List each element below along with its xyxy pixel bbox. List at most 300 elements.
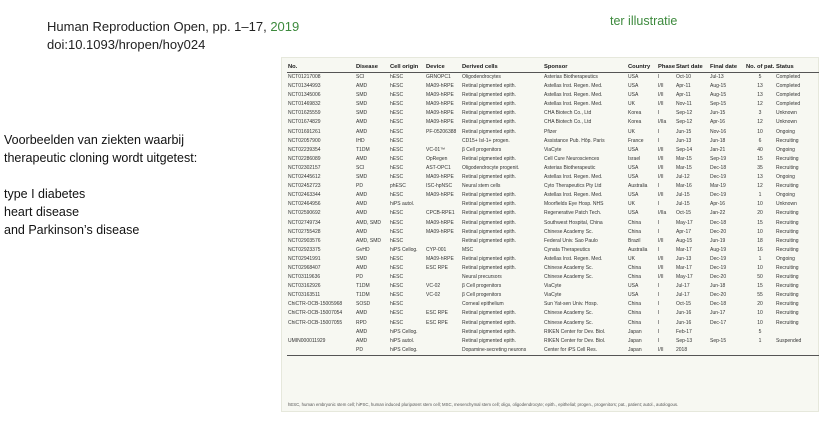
table-cell: MA09-hRPE: [426, 92, 454, 99]
table-cell: I: [658, 219, 660, 226]
table-row: [287, 264, 819, 273]
table-cell: phESC: [390, 183, 406, 190]
table-cell: Completed: [776, 101, 801, 108]
table-cell: I: [658, 128, 660, 135]
table-cell: hESC: [390, 146, 404, 153]
table-cell: Jul-15: [676, 201, 690, 208]
table-cell: MA09-hRPE: [426, 255, 454, 262]
table-cell: Jul-17: [676, 292, 690, 299]
table-cell: Dec-19: [710, 174, 727, 181]
table-row: [287, 182, 819, 191]
table-header-row: [287, 62, 819, 73]
table-cell: [709, 328, 745, 337]
table-cell: Recruiting: [776, 283, 799, 290]
table-row: [287, 237, 819, 246]
table-cell: NCT02057900: [288, 137, 321, 144]
table-cell: NCT01469832: [288, 101, 321, 108]
table-cell: I: [658, 283, 660, 290]
column-header: Country: [627, 62, 657, 73]
clinical-trials-table-image: [281, 57, 819, 412]
table-cell: Jun-17: [710, 310, 726, 317]
table-row: [287, 82, 819, 91]
table-cell: Jun-13: [676, 137, 692, 144]
table-cell: Retinal pigmented epith.: [462, 255, 516, 262]
table-cell: [709, 346, 745, 356]
table-cell: ViaCyte: [544, 283, 562, 290]
table-row: [287, 328, 819, 337]
table-cell: T1DM: [356, 292, 370, 299]
citation-line: [47, 18, 299, 36]
table-cell: hESC: [390, 283, 404, 290]
table-cell: Asterias Biotherapeutics: [544, 74, 598, 80]
table-row: [287, 100, 819, 109]
table-cell: hESC: [390, 274, 404, 281]
table-cell: Oct-15: [676, 210, 692, 217]
table-cell: hESC: [390, 92, 404, 99]
table-cell: hESC: [390, 237, 404, 244]
table-cell: China: [628, 319, 642, 326]
table-cell: I: [658, 328, 660, 335]
table-cell: Mar-15: [676, 155, 692, 162]
table-cell: Corneal epithelium: [462, 301, 504, 308]
table-cell: Jun-18: [710, 283, 726, 290]
table-cell: Retinal pigmented epith.: [462, 210, 516, 217]
table-cell: MA09-hRPE: [426, 83, 454, 90]
table-cell: Retinal pigmented epith.: [462, 310, 516, 317]
table-cell: Regenerative Patch Tech.: [544, 210, 602, 217]
table-cell: ChiCTR-OCB-15007055: [288, 319, 343, 326]
table-cell: NCT01691261: [288, 128, 321, 135]
table-cell: Japan: [627, 346, 657, 356]
column-header: Cell origin: [389, 62, 425, 73]
table-cell: NCT02302157: [288, 164, 321, 171]
table-cell: Retinal pigmented epith.: [462, 174, 516, 181]
table-cell: Jun-18: [710, 137, 726, 144]
table-cell: Mar-15: [676, 164, 692, 171]
table-cell: 5: [758, 74, 762, 80]
table-cell: USA: [628, 92, 639, 99]
table-cell: hESC: [390, 301, 404, 308]
table-row: [287, 200, 819, 209]
table-cell: 10: [757, 319, 763, 326]
table-row: [287, 346, 819, 356]
table-cell: AMD, SMD: [356, 237, 381, 244]
table-cell: UMIN000011929: [288, 337, 326, 344]
table-cell: ISC-hpNSC: [426, 183, 453, 190]
table-cell: [287, 328, 355, 337]
table-cell: Jun-15: [676, 128, 692, 135]
table-cell: UK: [628, 201, 635, 208]
table-cell: 10: [757, 228, 763, 235]
table-cell: PD: [356, 183, 363, 190]
table-cell: hESC: [390, 264, 404, 271]
table-cell: China: [628, 264, 642, 271]
table-cell: Recruiting: [776, 183, 799, 190]
table-cell: [775, 346, 819, 356]
table-cell: 10: [757, 310, 763, 317]
table-cell: Brazil: [628, 237, 641, 244]
table-cell: AMD: [356, 83, 368, 90]
table-body: [287, 73, 819, 356]
table-row: [287, 228, 819, 237]
table-cell: Dec-18: [710, 164, 727, 171]
table-cell: MSC: [462, 246, 474, 253]
table-cell: Australia: [628, 183, 648, 190]
table-cell: I: [658, 246, 660, 253]
table-cell: hESC: [390, 228, 404, 235]
table-cell: ESC RPE: [426, 310, 448, 317]
table-cell: Chinese Academy Sc.: [544, 264, 593, 271]
table-cell: China: [628, 301, 642, 308]
table-cell: Dec-20: [710, 228, 727, 235]
table-cell: Japan: [628, 328, 642, 335]
table-cell: [425, 200, 461, 209]
table-cell: hESC: [390, 255, 404, 262]
table-cell: hESC: [390, 164, 404, 171]
table-cell: Mar-16: [676, 183, 692, 190]
citation-header: [47, 18, 299, 54]
table-cell: Feb-17: [676, 328, 692, 335]
table-cell: Sep-13: [676, 337, 693, 344]
table-cell: Recruiting: [776, 228, 799, 235]
table-cell: Ongoing: [776, 174, 795, 181]
table-cell: Sep-19: [710, 155, 727, 162]
table-cell: 1: [758, 255, 762, 262]
table-row: [287, 246, 819, 255]
table-cell: Astellas Inst. Regen. Med.: [544, 83, 603, 90]
column-header: No.: [287, 62, 355, 73]
table-cell: Jun-15: [710, 110, 726, 117]
table-cell: Pfizer: [544, 128, 557, 135]
table-cell: I: [658, 183, 660, 190]
table-cell: ESC RPE: [426, 264, 448, 271]
table-cell: Astellas Inst. Regen. Med.: [544, 255, 603, 262]
table-cell: Sep-15: [710, 337, 727, 344]
clinical-trials-table: [287, 62, 819, 356]
table-cell: AMD: [356, 128, 368, 135]
table-cell: Astellas Inst. Regen. Med.: [544, 192, 603, 199]
table-cell: 10: [757, 201, 763, 208]
table-cell: Recruiting: [776, 301, 799, 308]
table-cell: May-17: [676, 274, 693, 281]
table-row: [287, 137, 819, 146]
table-cell: I/II: [658, 83, 664, 90]
table-cell: Retinal pigmented epith.: [462, 219, 516, 226]
table-cell: I/II: [658, 237, 664, 244]
table-cell: Retinal pigmented epith.: [462, 92, 516, 99]
table-cell: I: [658, 292, 660, 299]
table-cell: USA: [628, 292, 639, 299]
table-cell: NCT01344993: [288, 83, 321, 90]
table-cell: OpRegen: [426, 155, 448, 162]
table-cell: hESC: [390, 219, 404, 226]
table-cell: CHA Biotech Co., Ltd: [544, 110, 592, 117]
table-cell: hESC: [390, 292, 404, 299]
table-cell: ViaCyte: [544, 146, 562, 153]
table-cell: RPD: [356, 319, 367, 326]
table-row: [287, 164, 819, 173]
table-cell: [425, 237, 461, 246]
table-cell: hESC: [390, 137, 404, 144]
table-cell: AMD: [356, 210, 368, 217]
table-cell: NCT02755428: [288, 228, 321, 235]
table-cell: 15: [757, 155, 763, 162]
table-cell: Cyto Therapeutics Pty Ltd: [544, 183, 602, 190]
table-cell: CYP-001: [426, 246, 447, 253]
table-cell: Retinal pigmented epith.: [462, 264, 516, 271]
table-cell: hESC: [390, 128, 404, 135]
table-cell: Retinal pigmented epith.: [462, 110, 516, 117]
table-cell: hiPS autol.: [390, 201, 415, 208]
table-cell: Recruiting: [776, 292, 799, 299]
column-header: Sponsor: [543, 62, 627, 73]
table-row: [287, 173, 819, 182]
table-cell: Apr-16: [710, 119, 726, 126]
table-cell: UK: [628, 128, 635, 135]
table-cell: MA09-hRPE: [426, 101, 454, 108]
table-cell: I: [658, 301, 660, 308]
table-cell: Ongoing: [776, 192, 795, 199]
table-cell: Unknown: [776, 110, 797, 117]
table-cell: CPCB-RPE1: [426, 210, 455, 217]
table-cell: NCT02452723: [288, 183, 321, 190]
table-cell: hESC: [390, 310, 404, 317]
table-cell: Cynata Therapeutics: [544, 246, 591, 253]
table-cell: Retinal pigmented epith.: [462, 237, 516, 244]
table-cell: Oligodendrocytes: [462, 74, 501, 80]
table-cell: SCI: [356, 164, 365, 171]
table-cell: Cell Cure Neurosciences: [544, 155, 600, 162]
table-cell: Recruiting: [776, 155, 799, 162]
table-cell: AMD: [356, 310, 368, 317]
table-cell: Southwest Hospital, China: [544, 219, 603, 226]
table-row: [287, 255, 819, 264]
table-cell: Apr-11: [676, 92, 691, 99]
table-cell: hESC: [390, 101, 404, 108]
table-cell: β Cell progenitors: [462, 283, 502, 290]
table-row: [287, 118, 819, 127]
table-cell: AMD: [356, 337, 368, 344]
column-header: Disease: [355, 62, 389, 73]
table-cell: Neural precursors: [462, 274, 502, 281]
table-cell: [775, 328, 819, 337]
table-cell: I: [658, 337, 660, 344]
disease-item-parkinsons: and Parkinson’s disease: [4, 223, 140, 237]
table-cell: Ongoing: [776, 146, 795, 153]
table-row: [287, 155, 819, 164]
table-cell: Moorfields Eye Hosp. NHS: [544, 201, 604, 208]
table-cell: MA09-hRPE: [426, 119, 454, 126]
table-cell: I/II: [658, 264, 664, 271]
table-cell: hESC: [390, 174, 404, 181]
table-cell: Retinal pigmented epith.: [462, 328, 516, 335]
intro-line-2: therapeutic cloning wordt uitgetest:: [4, 151, 198, 165]
disease-examples-text: [4, 131, 274, 239]
table-cell: hESC: [390, 192, 404, 199]
table-cell: [425, 300, 461, 309]
table-cell: NCT02445612: [288, 174, 321, 181]
table-cell: NCT01625559: [288, 110, 321, 117]
table-cell: Korea: [628, 119, 642, 126]
table-cell: Completed: [776, 83, 801, 90]
table-cell: 35: [757, 164, 763, 171]
table-cell: Completed: [776, 74, 801, 80]
table-cell: Sep-15: [710, 101, 727, 108]
table-cell: 1: [758, 337, 762, 344]
table-cell: [425, 273, 461, 282]
table-cell: Unknown: [776, 119, 797, 126]
table-cell: Chinese Academy Sc.: [544, 228, 593, 235]
table-cell: Dopamine-secreting neurons: [461, 346, 543, 356]
table-cell: MA09-hRPE: [426, 174, 454, 181]
table-cell: 15: [757, 219, 763, 226]
table-cell: PD: [355, 346, 389, 356]
table-cell: 2018: [675, 346, 709, 356]
table-cell: AMD: [356, 155, 368, 162]
table-cell: Retinal pigmented epith.: [462, 119, 516, 126]
table-cell: hiPS autol.: [390, 337, 415, 344]
table-cell: NCT02941991: [288, 255, 321, 262]
table-row: [287, 337, 819, 346]
table-cell: Dec-18: [710, 219, 727, 226]
table-cell: I/II: [658, 174, 664, 181]
table-cell: Jun-16: [676, 310, 692, 317]
table-cell: [425, 337, 461, 346]
table-cell: China: [628, 274, 642, 281]
table-cell: Apr-17: [676, 228, 692, 235]
table-cell: May-17: [676, 219, 693, 226]
table-cell: China: [628, 228, 642, 235]
table-cell: SOSD: [356, 301, 371, 308]
intro-line-1: Voorbeelden van ziekten waarbij: [4, 133, 184, 147]
table-cell: NCT02286089: [288, 155, 321, 162]
table-cell: I/II: [657, 346, 675, 356]
table-row: [287, 109, 819, 118]
table-cell: UK: [628, 255, 635, 262]
table-cell: Jan-21: [710, 146, 726, 153]
table-cell: USA: [628, 83, 639, 90]
column-header: Final date: [709, 62, 745, 73]
table-cell: GRNOPC1: [426, 74, 451, 80]
table-cell: 40: [757, 146, 763, 153]
table-cell: AMD: [356, 192, 368, 199]
table-cell: AMD: [356, 119, 368, 126]
table-cell: NCT02239354: [288, 146, 321, 153]
table-row: [287, 191, 819, 200]
table-cell: USA: [628, 283, 639, 290]
table-cell: Ongoing: [776, 128, 795, 135]
table-cell: I: [658, 137, 660, 144]
table-cell: RIKEN Center for Dev. Biol.: [544, 328, 606, 335]
table-cell: Retinal pigmented epith.: [462, 83, 516, 90]
table-cell: 13: [757, 174, 763, 181]
table-cell: Retinal pigmented epith.: [462, 192, 516, 199]
table-cell: Assistance Pub. Hôp. Paris: [544, 137, 605, 144]
column-header: No. of pat.: [745, 62, 775, 73]
table-cell: hESC: [390, 155, 404, 162]
table-cell: Oct-15: [676, 301, 692, 308]
table-cell: β Cell progenitors: [462, 146, 502, 153]
table-cell: VC-01™: [426, 146, 446, 153]
table-cell: Dec-20: [710, 292, 727, 299]
table-cell: 13: [757, 83, 763, 90]
table-cell: hESC: [390, 110, 404, 117]
table-cell: ViaCyte: [544, 292, 562, 299]
table-cell: NCT03163511: [288, 292, 321, 299]
table-cell: Dec-20: [710, 274, 727, 281]
table-cell: Chinese Academy Sc.: [544, 274, 593, 281]
table-cell: SMD: [356, 110, 368, 117]
table-cell: 20: [757, 210, 763, 217]
table-cell: PD: [356, 274, 363, 281]
table-cell: MA09-hRPE: [426, 110, 454, 117]
table-cell: Dec-19: [710, 192, 727, 199]
table-cell: [287, 346, 355, 356]
table-cell: USA: [628, 164, 639, 171]
table-cell: ChiCTR-OCB-15007054: [288, 310, 343, 317]
table-row: [287, 309, 819, 318]
table-cell: I: [658, 319, 660, 326]
table-cell: NCT02590692: [288, 210, 321, 217]
table-cell: Apr-11: [676, 83, 691, 90]
table-cell: Mar-17: [676, 246, 692, 253]
table-cell: Chinese Academy Sc.: [544, 310, 593, 317]
table-cell: 18: [757, 237, 763, 244]
table-cell: CHA Biotech Co., Ltd: [544, 119, 592, 126]
table-cell: I/II: [658, 155, 664, 162]
disease-item-heart: heart disease: [4, 205, 80, 219]
table-cell: 55: [757, 292, 763, 299]
table-cell: AMD, SMD: [356, 219, 381, 226]
table-cell: Sep-12: [676, 110, 693, 117]
table-cell: Chinese Academy Sc.: [544, 319, 593, 326]
table-cell: 1: [758, 192, 762, 199]
table-cell: Jul-12: [676, 174, 690, 181]
table-cell: UK: [628, 101, 635, 108]
table-cell: β Cell progenitors: [462, 292, 502, 299]
table-cell: Recruiting: [776, 237, 799, 244]
table-cell: MA09-hRPE: [426, 192, 454, 199]
table-cell: ESC RPE: [426, 319, 448, 326]
table-cell: 10: [757, 128, 763, 135]
table-cell: Retinal pigmented epith.: [462, 128, 516, 135]
table-row: [287, 73, 819, 83]
table-footnote: hESC, human embryonic stem cell; hiPSC, human induced pluripotent stem cell; MSC, mesenchymal stem cell; oligo, oligodendrocyte; epith., epithelial; progen., progenitors; pat., patient; autol., autologous.: [288, 402, 679, 407]
table-cell: Federal Univ. Sao Paulo: [544, 237, 598, 244]
table-cell: I/II: [658, 192, 664, 199]
table-cell: Dec-19: [710, 264, 727, 271]
table-cell: USA: [628, 146, 639, 153]
table-cell: hiPS Cellog.: [390, 246, 418, 253]
table-cell: CD15+ Isl-1+ progen.: [462, 137, 510, 144]
table-cell: I: [658, 201, 660, 208]
table-cell: [745, 346, 775, 356]
table-cell: Retinal pigmented epith.: [462, 319, 516, 326]
table-cell: 6: [758, 137, 762, 144]
table-cell: 3: [758, 110, 762, 117]
table-cell: Jul-15: [676, 192, 690, 199]
table-cell: Retinal pigmented epith.: [462, 228, 516, 235]
table-cell: 16: [757, 246, 763, 253]
table-cell: I/II: [658, 164, 664, 171]
table-cell: Mar-17: [676, 264, 692, 271]
table-row: [287, 319, 819, 328]
table-cell: AMD: [356, 201, 368, 208]
column-header: Status: [775, 62, 819, 73]
table-cell: Retinal pigmented epith.: [462, 155, 516, 162]
column-header: Derived cells: [461, 62, 543, 73]
table-cell: Dec-18: [710, 301, 727, 308]
